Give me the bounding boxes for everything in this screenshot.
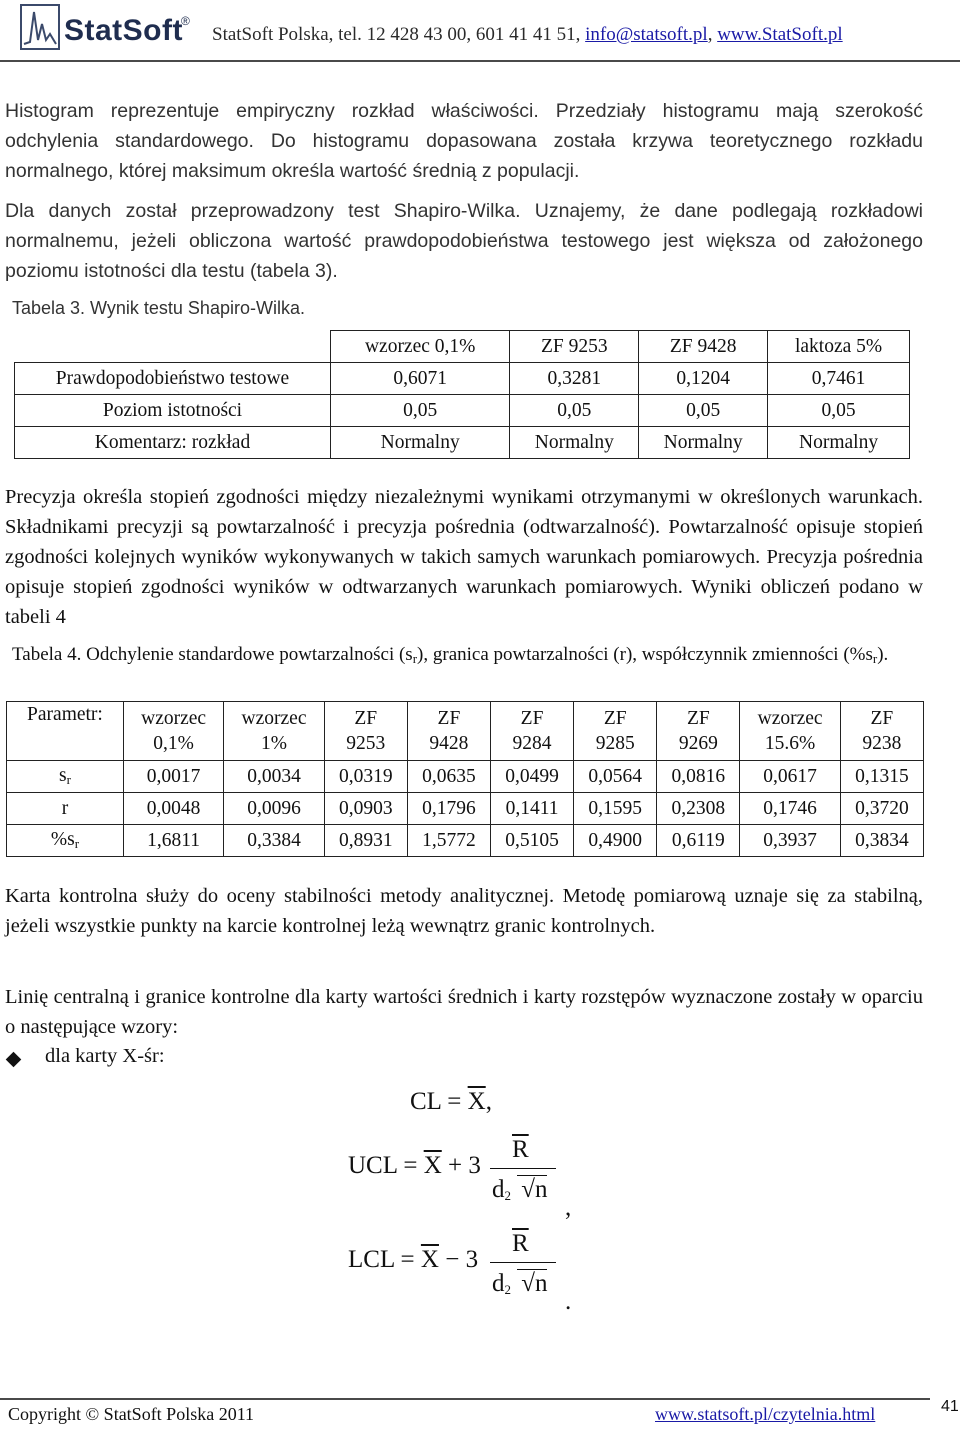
table-cell: 0,0319 xyxy=(324,761,407,793)
row-label: r xyxy=(61,797,69,819)
table-cell: Normalny xyxy=(768,427,910,459)
row-label-cell xyxy=(7,761,124,793)
diamond-bullet-icon xyxy=(6,1052,22,1068)
table4-caption xyxy=(12,641,917,673)
table-cell: 0,8931 xyxy=(324,825,407,857)
header-line: 15.6% xyxy=(764,733,816,754)
table-header-row xyxy=(7,702,924,761)
table-cell: 0,0816 xyxy=(657,761,740,793)
fraction-bar xyxy=(490,1262,556,1263)
formula-symbol: √n xyxy=(517,1269,547,1297)
table4-caption-sub: r xyxy=(412,651,418,666)
paragraph-linia-centralna: Linię centralną i granice kontrolne dla karty wartości średnich i karty rozstępów wyznaczone zostały w oparciu o następujące wzory: xyxy=(5,986,923,1038)
paragraph-histogram: Histogram reprezentuje empiryczny rozkład właściwości. Przedziały histogramu mają szerokość odchylenia standardowego. Do histogramu dopasowana została krzywa teoretycznego rozkładu normalnego, której maksimum określa wartość średnią z populacji. xyxy=(5,100,923,182)
table-header-cell: ZF 9253 xyxy=(510,331,639,363)
header-line: 9238 xyxy=(862,733,902,754)
table-cell: 0,5105 xyxy=(490,825,573,857)
header-line: 1% xyxy=(261,733,287,754)
row-label-cell xyxy=(7,825,124,857)
table-cell: 0,05 xyxy=(768,395,910,427)
header-line: ZF xyxy=(354,708,378,729)
formula-fraction-denominator xyxy=(492,1270,547,1298)
table-cell: 0,0048 xyxy=(123,793,223,825)
paragraph-karta-kontrolna: Karta kontrolna służy do oceny stabilności metody analitycznej. Metodę pomiarową uznaje się za stabilną, jeżeli wszystkie punkty na karcie kontrolnej leżą wewnątrz granic kontrolnych. xyxy=(5,885,923,937)
formula-symbol: = xyxy=(447,1088,462,1115)
table-header-cell: laktoza 5% xyxy=(768,331,910,363)
table3-caption: Tabela 3. Wynik testu Shapiro-Wilka. xyxy=(12,298,305,318)
table-shapiro-wilk xyxy=(14,330,910,459)
fraction-bar xyxy=(490,1168,556,1169)
table-row xyxy=(15,395,910,427)
table-cell: 0,3834 xyxy=(840,825,923,857)
table4-caption-part: Tabela 4. Odchylenie standardowe powtarzalności (s xyxy=(12,644,413,665)
table-precision xyxy=(6,701,924,857)
registered-mark: ® xyxy=(181,14,190,28)
footer-divider xyxy=(0,1398,930,1400)
table-cell: 0,7461 xyxy=(768,363,910,395)
table-row xyxy=(15,427,910,459)
table-cell: 1,6811 xyxy=(123,825,223,857)
formula-ucl xyxy=(348,1152,481,1180)
table-header-cell xyxy=(840,702,923,761)
table4-caption-part: ). xyxy=(877,644,889,665)
formula-fraction-numerator xyxy=(512,1136,529,1164)
paragraph-precyzja: Precyzja określa stopień zgodności między niezależnymi wynikami otrzymanymi w określonych warunkach. Składnikami precyzji są powtarzalność i precyzja pośrednia (odtwarzalność). Powtarzalność opisuje stopień zgodności kolejnych wyników wykonywanych w takich samych warunkach pomiarowych. Precyzja pośrednia opisuje stopień zgodności wyników w odtwarzanych warunkach pomiarowych. Wyniki obliczeń podano w tabeli 4 xyxy=(5,486,923,628)
footer-link-wrap xyxy=(655,1404,875,1425)
formula-cl xyxy=(410,1088,492,1116)
table-header-cell xyxy=(657,702,740,761)
formula-symbol: . xyxy=(565,1288,572,1315)
table-header-cell xyxy=(7,702,124,761)
table-cell: 0,0096 xyxy=(224,793,324,825)
table-cell: Komentarz: rozkład xyxy=(15,427,331,459)
header-line: ZF xyxy=(437,708,461,729)
formula-symbol: 2 xyxy=(504,1282,511,1297)
table-cell: 0,0564 xyxy=(574,761,657,793)
table-cell: 0,1411 xyxy=(490,793,573,825)
footer-copyright: Copyright © StatSoft Polska 2011 xyxy=(8,1404,255,1424)
table-row xyxy=(7,761,924,793)
paragraph-shapiro: Dla danych został przeprowadzony test Shapiro-Wilka. Uznajemy, że dane podlegają rozkładowi normalnemu, jeżeli obliczona wartość prawdopodobieństwa testowego jest większa od założonego poziomu istotności dla testu (tabela 3). xyxy=(5,200,923,282)
table-header-cell: wzorzec 0,1% xyxy=(331,331,510,363)
formula-symbol: UCL xyxy=(348,1152,398,1179)
header-line: 9269 xyxy=(678,733,718,754)
header-line: 9428 xyxy=(429,733,469,754)
table-cell: 0,1595 xyxy=(574,793,657,825)
formula-symbol: + xyxy=(448,1152,463,1179)
header-divider xyxy=(0,60,960,62)
table-header-cell: ZF 9428 xyxy=(639,331,768,363)
table-row xyxy=(15,363,910,395)
table-cell: 0,6119 xyxy=(657,825,740,857)
header-contact-text: StatSoft Polska, tel. 12 428 43 00, 601 41 41 51, xyxy=(212,24,586,45)
formula-symbol: = xyxy=(400,1246,415,1273)
table4-caption-part: ), granica powtarzalności (r), współczynnik zmienności (%s xyxy=(417,644,873,665)
website-link[interactable]: www.StatSoft.pl xyxy=(717,24,843,45)
table-cell: 0,1746 xyxy=(740,793,840,825)
table-cell: 0,1204 xyxy=(639,363,768,395)
table-cell: 0,3720 xyxy=(840,793,923,825)
table-header-cell xyxy=(15,331,331,363)
table-header-cell xyxy=(324,702,407,761)
formula-symbol: $\overline{R}$ xyxy=(512,1230,529,1257)
formula-symbol: CL xyxy=(410,1088,442,1115)
email-link[interactable]: info@statsoft.pl xyxy=(585,24,708,45)
header-line: 9253 xyxy=(346,733,386,754)
bullet-text: dla karty X-śr: xyxy=(45,1045,165,1067)
table-cell: 0,3384 xyxy=(224,825,324,857)
table-header-cell xyxy=(224,702,324,761)
table-header-cell xyxy=(490,702,573,761)
formula-fraction-numerator xyxy=(512,1230,529,1258)
table-header-cell xyxy=(123,702,223,761)
table-cell: Normalny xyxy=(639,427,768,459)
header-line: 9284 xyxy=(512,733,552,754)
formula-symbol: $\overline{X}$ xyxy=(420,1246,439,1273)
header-line: wzorzec xyxy=(141,708,207,729)
header-line: ZF xyxy=(520,708,544,729)
row-label-cell xyxy=(7,793,124,825)
formula-symbol: 3 xyxy=(468,1152,481,1179)
table-cell: 0,0017 xyxy=(123,761,223,793)
footer-link[interactable]: www.statsoft.pl/czytelnia.html xyxy=(655,1404,876,1424)
table-cell: 0,0499 xyxy=(490,761,573,793)
formula-symbol: d xyxy=(492,1176,505,1203)
table-cell: 0,2308 xyxy=(657,793,740,825)
header-line: wzorzec xyxy=(241,708,307,729)
header-separator: , xyxy=(707,24,718,45)
table-cell: 0,0635 xyxy=(407,761,490,793)
table-cell: 0,1315 xyxy=(840,761,923,793)
formula-symbol: $\overline{X}$ xyxy=(467,1088,486,1115)
table-cell: Prawdopodobieństwo testowe xyxy=(15,363,331,395)
formula-symbol: 3 xyxy=(465,1246,479,1273)
header-line: ZF xyxy=(870,708,894,729)
formula-symbol: , xyxy=(565,1194,572,1221)
table-row xyxy=(7,825,924,857)
row-label-subscript: r xyxy=(66,772,71,787)
formula-symbol: LCL xyxy=(348,1246,395,1273)
table-cell: Poziom istotności xyxy=(15,395,331,427)
header-line: ZF xyxy=(686,708,710,729)
table-cell: 0,6071 xyxy=(331,363,510,395)
table-cell: Normalny xyxy=(331,427,510,459)
header-line: 9285 xyxy=(595,733,635,754)
table-cell: 0,05 xyxy=(510,395,639,427)
formula-symbol: $\overline{X}$ xyxy=(423,1152,442,1179)
row-label-subscript: r xyxy=(74,836,80,851)
table-cell: 0,0617 xyxy=(740,761,840,793)
table-cell: 0,0903 xyxy=(324,793,407,825)
formula-symbol: = xyxy=(403,1152,418,1179)
table-cell: 0,05 xyxy=(639,395,768,427)
formula-symbol: − xyxy=(445,1246,460,1273)
table-cell: 0,05 xyxy=(331,395,510,427)
header-line: Parametr: xyxy=(27,704,103,725)
table-cell: 0,0034 xyxy=(224,761,324,793)
row-label: %s xyxy=(50,829,75,850)
header-line: wzorzec xyxy=(757,708,823,729)
table-header-cell xyxy=(740,702,840,761)
table-cell: 0,3281 xyxy=(510,363,639,395)
table-cell: Normalny xyxy=(510,427,639,459)
row-label: s xyxy=(58,765,67,786)
table-row xyxy=(7,793,924,825)
table-cell: 1,5772 xyxy=(407,825,490,857)
logo-wordmark: StatSoft xyxy=(64,14,183,47)
table-header-cell xyxy=(407,702,490,761)
header-contact xyxy=(212,24,843,46)
formula-symbol: √n xyxy=(517,1175,547,1203)
table-cell: 0,3937 xyxy=(740,825,840,857)
page-number: 41 xyxy=(941,1398,959,1415)
formula-symbol: d xyxy=(492,1270,505,1297)
table4-caption-sub: r xyxy=(872,651,878,666)
table-cell: 0,4900 xyxy=(574,825,657,857)
formula-symbol: $\overline{R}$ xyxy=(512,1136,529,1163)
formula-fraction-denominator xyxy=(492,1176,547,1204)
formula-lcl xyxy=(348,1246,478,1274)
table-header-cell xyxy=(574,702,657,761)
header-line: ZF xyxy=(603,708,627,729)
formula-symbol: , xyxy=(485,1088,492,1115)
header-line: 0,1% xyxy=(153,733,194,754)
formula-symbol: 2 xyxy=(504,1188,511,1203)
table-cell: 0,1796 xyxy=(407,793,490,825)
